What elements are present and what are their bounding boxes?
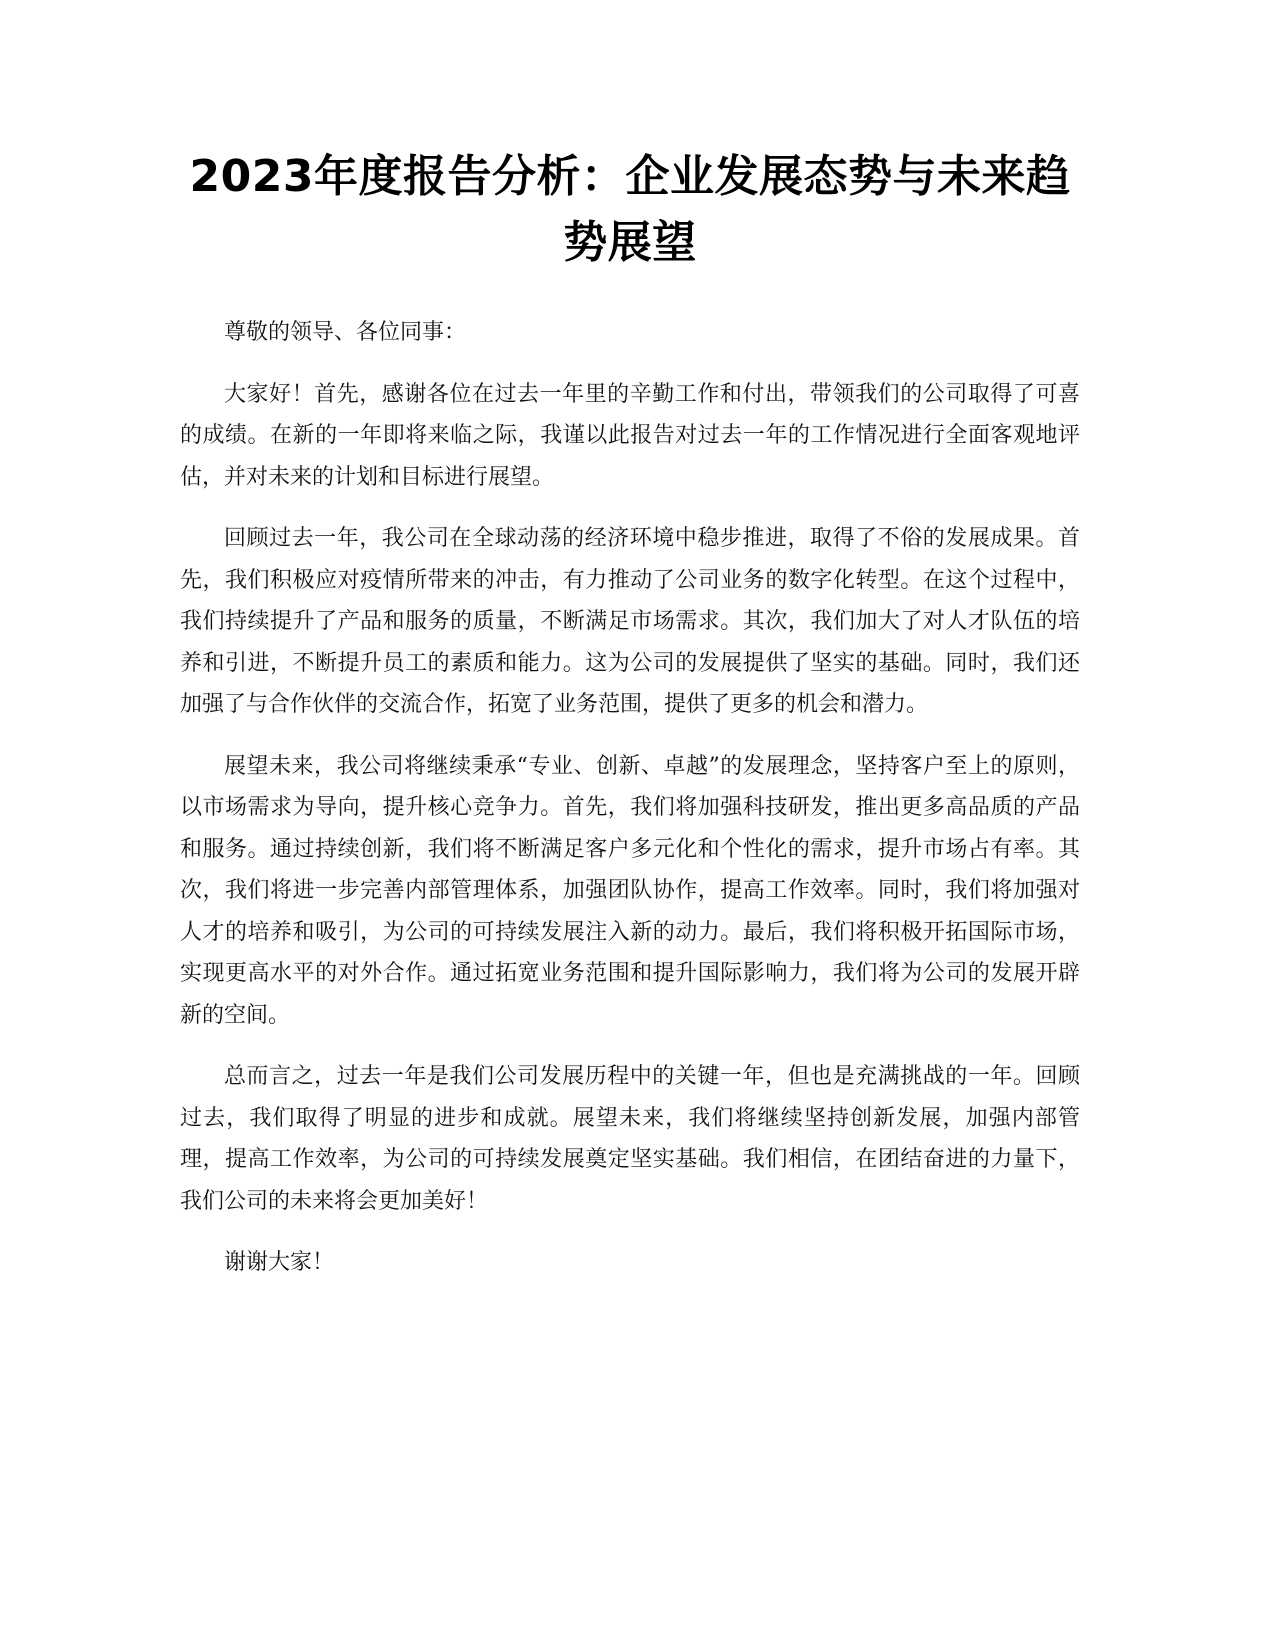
document-title: 2023年度报告分析：企业发展态势与未来趋势展望 <box>189 151 1071 268</box>
document-body <box>180 312 1080 1304</box>
closing: 谢谢大家！ <box>224 1250 335 1275</box>
paragraph-review: 回顾过去一年，我公司在全球动荡的经济环境中稳步推进，取得了不俗的发展成果。首先，我们积极应对疫情所带来的冲击，有力推动了公司业务的数字化转型。在这个过程中，我们持续提升了产品和服务的质量，不断满足市场需求。其次，我们加大了对人才队伍的培养和引进，不断提升员工的素质和能力。这为公司的发展提供了坚实的基础。同时，我们还加强了与合作伙伴的交流合作，拓宽了业务范围，提供了更多的机会和潜力。 <box>180 526 1080 717</box>
paragraph-outlook: 展望未来，我公司将继续秉承“专业、创新、卓越”的发展理念，坚持客户至上的原则，以市场需求为导向，提升核心竞争力。首先，我们将加强科技研发，推出更多高品质的产品和服务。通过持续创新，我们将不断满足客户多元化和个性化的需求，提升市场占有率。其次，我们将进一步完善内部管理体系，加强团队协作，提高工作效率。同时，我们将加强对人才的培养和吸引，为公司的可持续发展注入新的动力。最后，我们将积极开拓国际市场，实现更高水平的对外合作。通过拓宽业务范围和提升国际影响力，我们将为公司的发展开辟新的空间。 <box>180 753 1080 1028</box>
paragraph-summary: 总而言之，过去一年是我们公司发展历程中的关键一年，但也是充满挑战的一年。回顾过去，我们取得了明显的进步和成就。展望未来，我们将继续坚持创新发展，加强内部管理，提高工作效率，为公司的可持续发展奠定坚实基础。我们相信，在团结奋进的力量下，我们公司的未来将会更加美好！ <box>180 1064 1080 1214</box>
paragraph-greeting: 大家好！首先，感谢各位在过去一年里的辛勤工作和付出，带领我们的公司取得了可喜的成绩。在新的一年即将来临之际，我谨以此报告对过去一年的工作情况进行全面客观地评估，并对未来的计划和目标进行展望。 <box>180 381 1080 490</box>
salutation: 尊敬的领导、各位同事： <box>224 320 467 345</box>
